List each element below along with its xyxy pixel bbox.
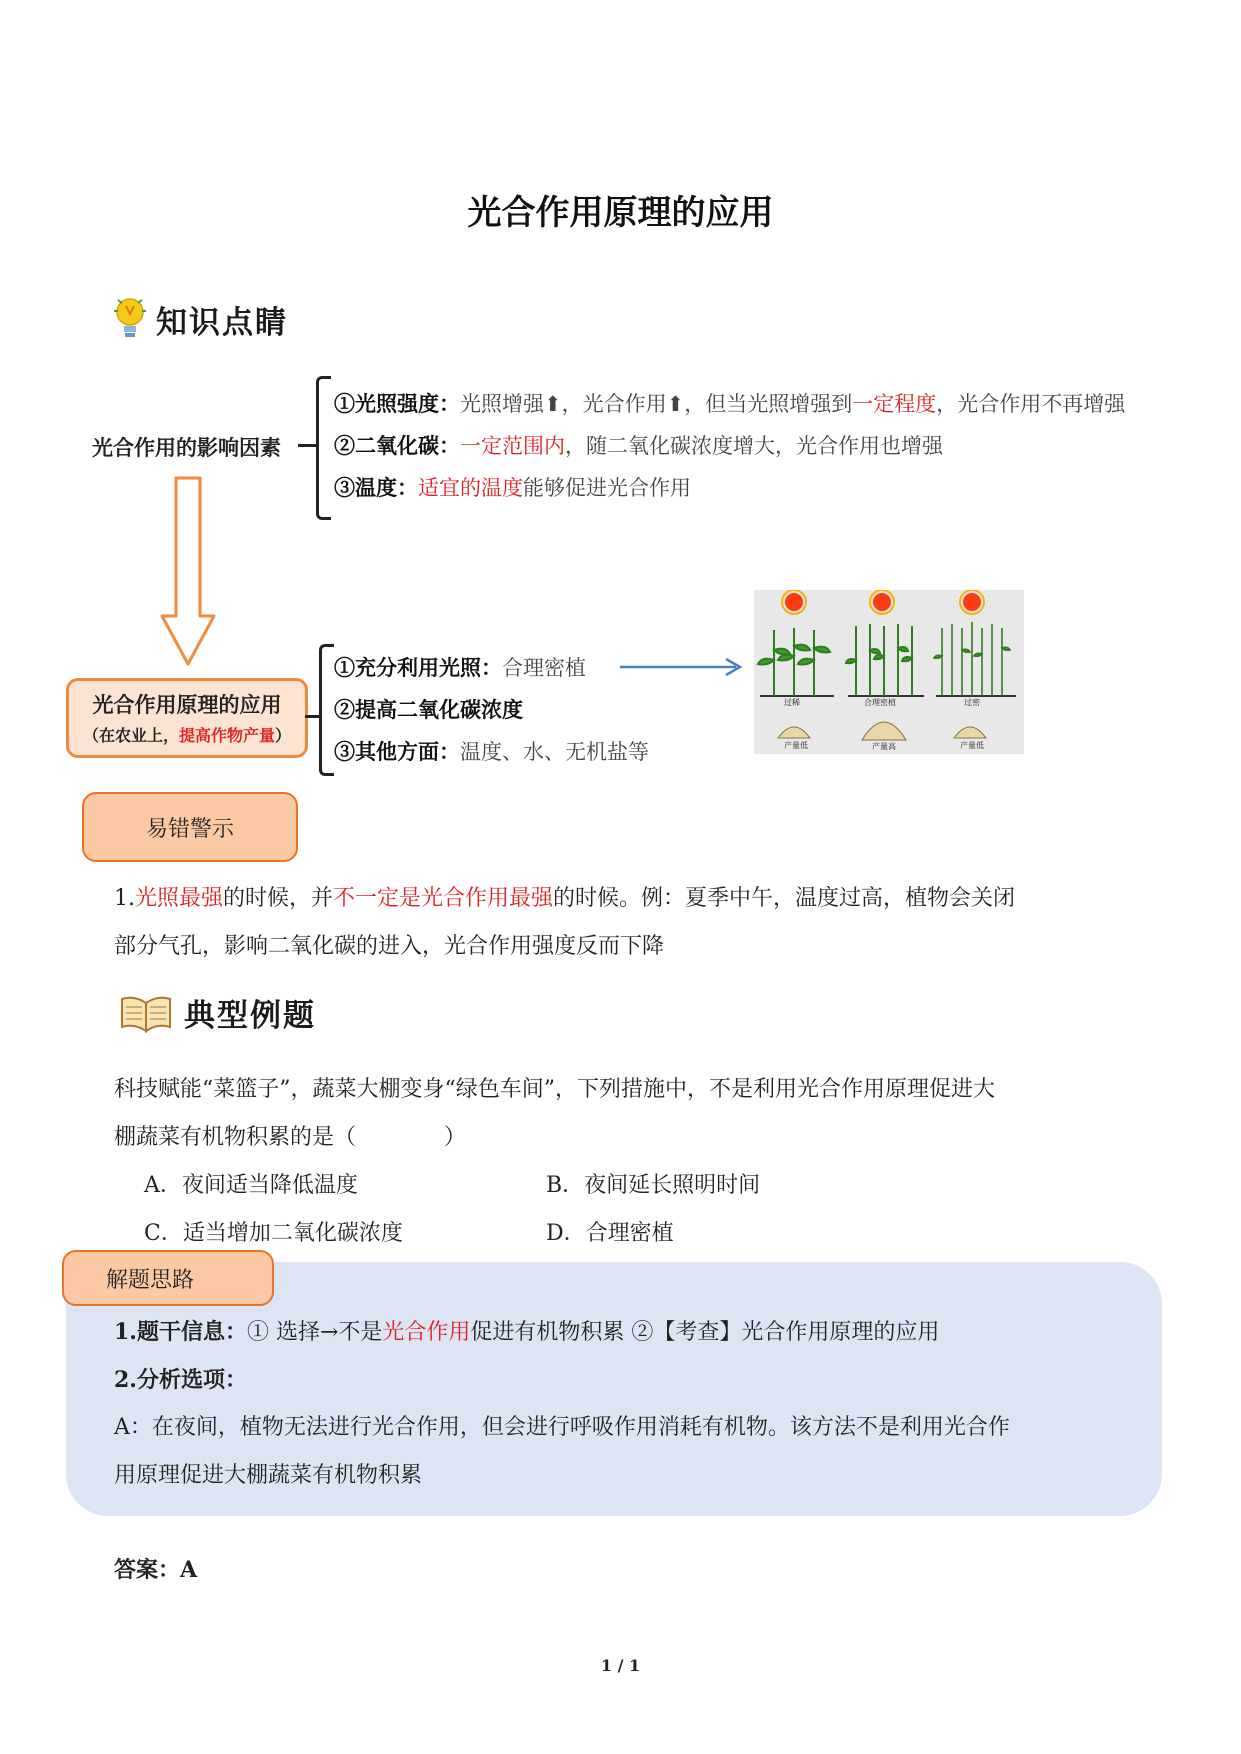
section-knowledge-title: 知识点睛 (156, 304, 288, 341)
page-number: 1 / 1 (600, 1656, 641, 1675)
warning-line-1: 1.光照最强的时候，并不一定是光合作用最强的时候。例：夏季中午，温度过高，植物会关闭 (114, 886, 1016, 911)
application-bracket (319, 644, 334, 776)
option-c: C．适当增加二氧化碳浓度 (144, 1221, 403, 1246)
factor-light: ①光照强度：光照增强⬆，光合作用⬆，但当光照增强到一定程度，光合作用不再增强 (334, 391, 1126, 416)
application-connector (305, 715, 319, 718)
section-example-heading (118, 990, 316, 1035)
thinking-line-3: A：在夜间，植物无法进行光合作用，但会进行呼吸作用消耗有机物。该方法不是利用光合作 (114, 1415, 1010, 1440)
app-item-other: ③其他方面：温度、水、无机盐等 (334, 739, 649, 764)
warning-line-2: 部分气孔，影响二氧化碳的进入，光合作用强度反而下降 (114, 934, 665, 959)
thinking-line-2: 2.分析选项： (114, 1367, 247, 1393)
thinking-line-4: 用原理促进大棚蔬菜有机物积累 (114, 1463, 423, 1488)
question-line-1: 科技赋能“菜篮子”，蔬菜大棚变身“绿色车间”，下列措施中，不是利用光合作用原理促进大 (114, 1077, 995, 1102)
planting-illustration (754, 590, 1024, 754)
thinking-line-1: 1.题干信息：① 选择→不是光合作用促进有机物积累 ②【考查】光合作用原理的应用 (114, 1319, 940, 1345)
option-a: A．夜间适当降低温度 (144, 1173, 358, 1198)
app-item-light: ①充分利用光照：合理密植 (334, 655, 586, 680)
illustration-label-reasonable: 合理密植 (864, 698, 896, 707)
question-line-2: 棚蔬菜有机物积累的是（ ） (114, 1125, 467, 1150)
answer: 答案：A (114, 1557, 198, 1583)
factors-label: 光合作用的影响因素 (92, 435, 281, 460)
illustration-yield-sparse: 产量低 (784, 741, 808, 750)
option-b: B．夜间延长照明时间 (546, 1173, 761, 1198)
illustration-label-dense: 过密 (964, 698, 980, 707)
app-item-co2: ②提高二氧化碳浓度 (334, 697, 523, 722)
down-arrow-icon (160, 476, 216, 668)
section-warning-label: 易错警示 (82, 792, 298, 862)
right-arrow-icon (618, 656, 744, 678)
application-box-subtitle: （在农业上，提高作物产量） (82, 726, 292, 745)
factors-bracket (316, 376, 331, 520)
factors-connector (298, 444, 316, 447)
section-knowledge-heading (112, 296, 288, 342)
application-box-title: 光合作用原理的应用 (92, 692, 282, 717)
lightbulb-icon (112, 296, 148, 342)
page-title: 光合作用原理的应用 (467, 193, 774, 233)
section-example-title: 典型例题 (184, 998, 316, 1034)
option-d: D．合理密植 (546, 1221, 674, 1246)
factor-temperature: ③温度：适宜的温度能够促进光合作用 (334, 475, 691, 500)
plant-density-image (754, 590, 1024, 754)
factor-co2: ②二氧化碳：一定范围内，随二氧化碳浓度增大，光合作用也增强 (334, 433, 943, 458)
illustration-label-sparse: 过稀 (784, 698, 800, 707)
application-box (66, 678, 308, 758)
illustration-yield-dense: 产量低 (960, 741, 984, 750)
book-icon (118, 993, 174, 1033)
section-thinking-label: 解题思路 (62, 1250, 274, 1306)
illustration-yield-reasonable: 产量高 (872, 742, 896, 751)
